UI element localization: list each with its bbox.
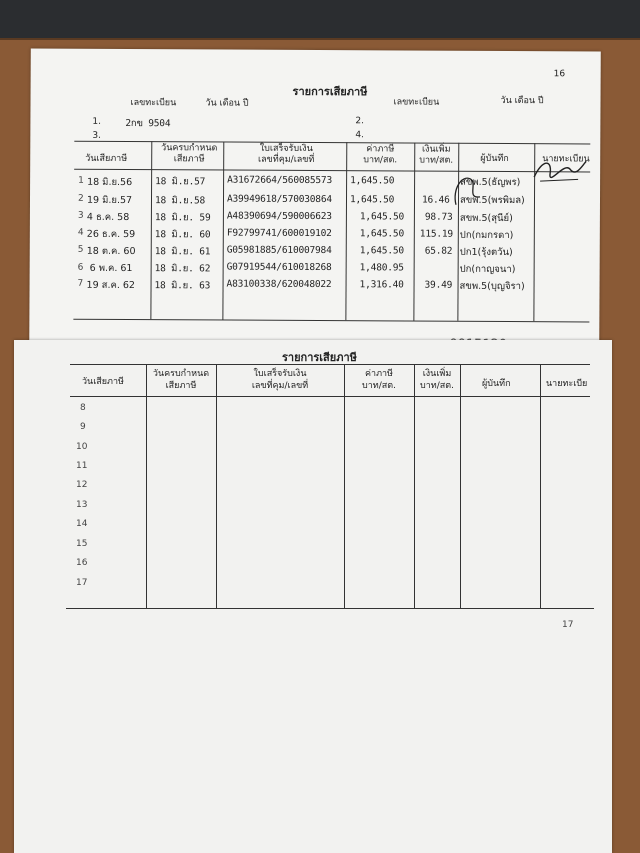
lower-col-extra-text: เงินเพิ่ม บาท/สต. xyxy=(420,369,454,391)
upper-table-bottom-rule xyxy=(73,319,589,323)
upper-col-tax xyxy=(348,144,412,166)
upper-col-tax-text: ค่าภาษี บาท/สต. xyxy=(363,144,398,166)
lower-col-divider xyxy=(146,364,147,608)
lower-col-registrar: นายทะเบีย xyxy=(546,379,588,389)
row-tax: 1,645.50 xyxy=(350,175,395,187)
row-receipt: A83100338/620048022 xyxy=(226,278,332,291)
reg-entry-3-num: 3. xyxy=(92,130,101,141)
row-due-date: 18 มิ.ย. 63 xyxy=(154,280,211,292)
row-paid-date: 19 ส.ค. 62 xyxy=(86,279,136,292)
lower-table-top-rule xyxy=(70,364,590,365)
page-number-bottom: 17 xyxy=(562,620,574,630)
row-number: 10 xyxy=(76,442,88,452)
reg-entry-4-num: 4. xyxy=(355,130,364,141)
row-recorder: สขพ.5(บุญจิรา) xyxy=(459,280,525,293)
row-recorder: ปก1(รุ้งตวัน) xyxy=(459,246,513,259)
row-paid-date: 6 พ.ค. 61 xyxy=(89,262,133,275)
desk-edge-line xyxy=(0,38,640,40)
lower-col-recorder: ผู้บันทึก xyxy=(482,379,511,389)
row-receipt: G07919544/610018268 xyxy=(226,261,332,274)
row-number: 8 xyxy=(80,403,86,413)
row-tax: 1,645.50 xyxy=(349,194,395,206)
row-paid-date: 18 มิ.ย.56 xyxy=(87,176,133,189)
row-extra: 39.49 xyxy=(424,279,453,291)
row-extra: 65.82 xyxy=(424,245,453,257)
row-receipt: F92799741/600019102 xyxy=(226,227,332,240)
row-paid-date: 18 ต.ค. 60 xyxy=(86,245,136,258)
row-number: 14 xyxy=(76,519,88,529)
row-number: 15 xyxy=(76,539,88,549)
upper-col-extra-text: เงินเพิ่ม บาท/สต. xyxy=(419,144,454,166)
lower-col-divider xyxy=(540,364,541,608)
upper-col-due xyxy=(157,143,221,165)
row-index: 4 xyxy=(77,227,84,238)
date-label-right: วัน เดือน ปี xyxy=(500,95,544,107)
lower-col-due-text: วันครบกำหนด เสียภาษี xyxy=(152,369,210,391)
desk-dark-edge xyxy=(0,0,640,38)
lower-title: รายการเสียภาษี xyxy=(282,351,357,364)
lower-col-divider xyxy=(216,364,217,608)
lower-col-receipt xyxy=(218,368,342,392)
row-due-date: 18 มิ.ย. 61 xyxy=(154,246,211,258)
row-due-date: 18 มิ.ย. 59 xyxy=(154,212,211,224)
row-tax: 1,316.40 xyxy=(359,279,404,291)
lower-table-header-rule xyxy=(70,396,590,397)
row-number: 12 xyxy=(76,480,88,490)
reg-entry-2-num: 2. xyxy=(355,116,365,127)
upper-col-divider xyxy=(345,142,347,320)
upper-col-recorder: ผู้บันทึก xyxy=(480,153,509,165)
upper-page xyxy=(29,49,601,352)
lower-col-receipt-text: ใบเสร็จรับเงิน เลขที่คุม/เลขที่ xyxy=(251,369,309,391)
page-number-top: 16 xyxy=(553,69,566,80)
row-index: 6 xyxy=(77,262,84,273)
row-receipt: A48390694/590006623 xyxy=(226,210,332,223)
row-number: 16 xyxy=(76,558,88,568)
row-receipt: G05981885/610007984 xyxy=(226,244,332,257)
row-tax: 1,645.50 xyxy=(359,245,404,257)
lower-col-tax xyxy=(346,368,412,392)
lower-table-bottom-rule xyxy=(66,608,594,609)
row-extra: 98.73 xyxy=(424,211,453,223)
row-recorder: สขพ.5(ธัญพร) xyxy=(460,176,521,189)
lower-col-divider xyxy=(344,364,345,608)
upper-col-extra xyxy=(416,145,456,167)
upper-col-due-text: วันครบกำหนด เสียภาษี xyxy=(161,143,218,165)
registrar-signature xyxy=(530,155,590,185)
row-tax: 1,645.50 xyxy=(359,228,405,240)
row-recorder: สขพ.5(พรพิมล) xyxy=(459,194,525,207)
lower-col-divider xyxy=(460,364,461,608)
row-tax: 1,645.50 xyxy=(359,211,405,223)
row-paid-date: 26 ธ.ค. 59 xyxy=(86,228,136,241)
lower-col-extra xyxy=(416,368,458,392)
row-number: 13 xyxy=(76,500,88,510)
row-extra: 16.46 xyxy=(421,194,450,206)
reg-entry-1-num: 1. xyxy=(92,116,102,127)
row-due-date: 18 มิ.ย. 60 xyxy=(154,229,211,241)
reg-label-left: เลขทะเบียน xyxy=(130,98,177,109)
lower-col-paid: วันเสียภาษี xyxy=(82,377,124,387)
row-number: 11 xyxy=(76,461,88,471)
lower-col-tax-text: ค่าภาษี บาท/สต. xyxy=(362,369,396,391)
lower-col-divider xyxy=(414,364,415,608)
reg-entry-1-value: 2กข 9504 xyxy=(125,118,171,130)
row-paid-date: 4 ธ.ค. 58 xyxy=(86,211,130,224)
upper-col-registrar: นายทะเบียน xyxy=(542,154,590,165)
upper-col-paid: วันเสียภาษี xyxy=(85,153,128,165)
row-index: 2 xyxy=(77,193,84,204)
row-extra: 115.19 xyxy=(419,228,453,240)
row-due-date: 18 มิ.ย. 62 xyxy=(154,263,211,275)
lower-page xyxy=(14,340,612,853)
row-index: 3 xyxy=(77,210,84,221)
row-index: 7 xyxy=(77,278,84,289)
row-receipt: A39949618/570030864 xyxy=(226,193,332,206)
upper-col-receipt-text: ใบเสร็จรับเงิน เลขที่คุม/เลขที่ xyxy=(258,143,315,165)
lower-col-due xyxy=(148,368,214,392)
upper-col-receipt xyxy=(230,144,342,167)
upper-col-divider xyxy=(413,143,415,321)
row-receipt: A31672664/560085573 xyxy=(227,174,333,187)
row-due-date: 18 มิ.ย.58 xyxy=(154,195,206,207)
row-recorder: ปก(กาญจนา) xyxy=(459,263,516,276)
reg-label-right: เลขทะเบียน xyxy=(393,97,440,108)
upper-title: รายการเสียภาษี xyxy=(292,84,368,99)
recorder-signature xyxy=(448,169,488,209)
row-number: 17 xyxy=(76,578,88,588)
row-index: 1 xyxy=(78,175,84,186)
date-label-left: วัน เดือน ปี xyxy=(205,98,249,109)
row-recorder: สขพ.5(สุนีย์) xyxy=(459,212,513,225)
row-number: 9 xyxy=(80,422,86,432)
upper-col-divider xyxy=(222,142,224,320)
row-tax: 1,480.95 xyxy=(359,262,404,274)
row-due-date: 18 มิ.ย.57 xyxy=(155,176,206,188)
row-paid-date: 19 มิ.ย.57 xyxy=(86,194,133,207)
upper-col-divider xyxy=(150,141,152,319)
row-recorder: ปก(กมกรดา) xyxy=(459,229,514,242)
row-index: 5 xyxy=(77,244,84,255)
